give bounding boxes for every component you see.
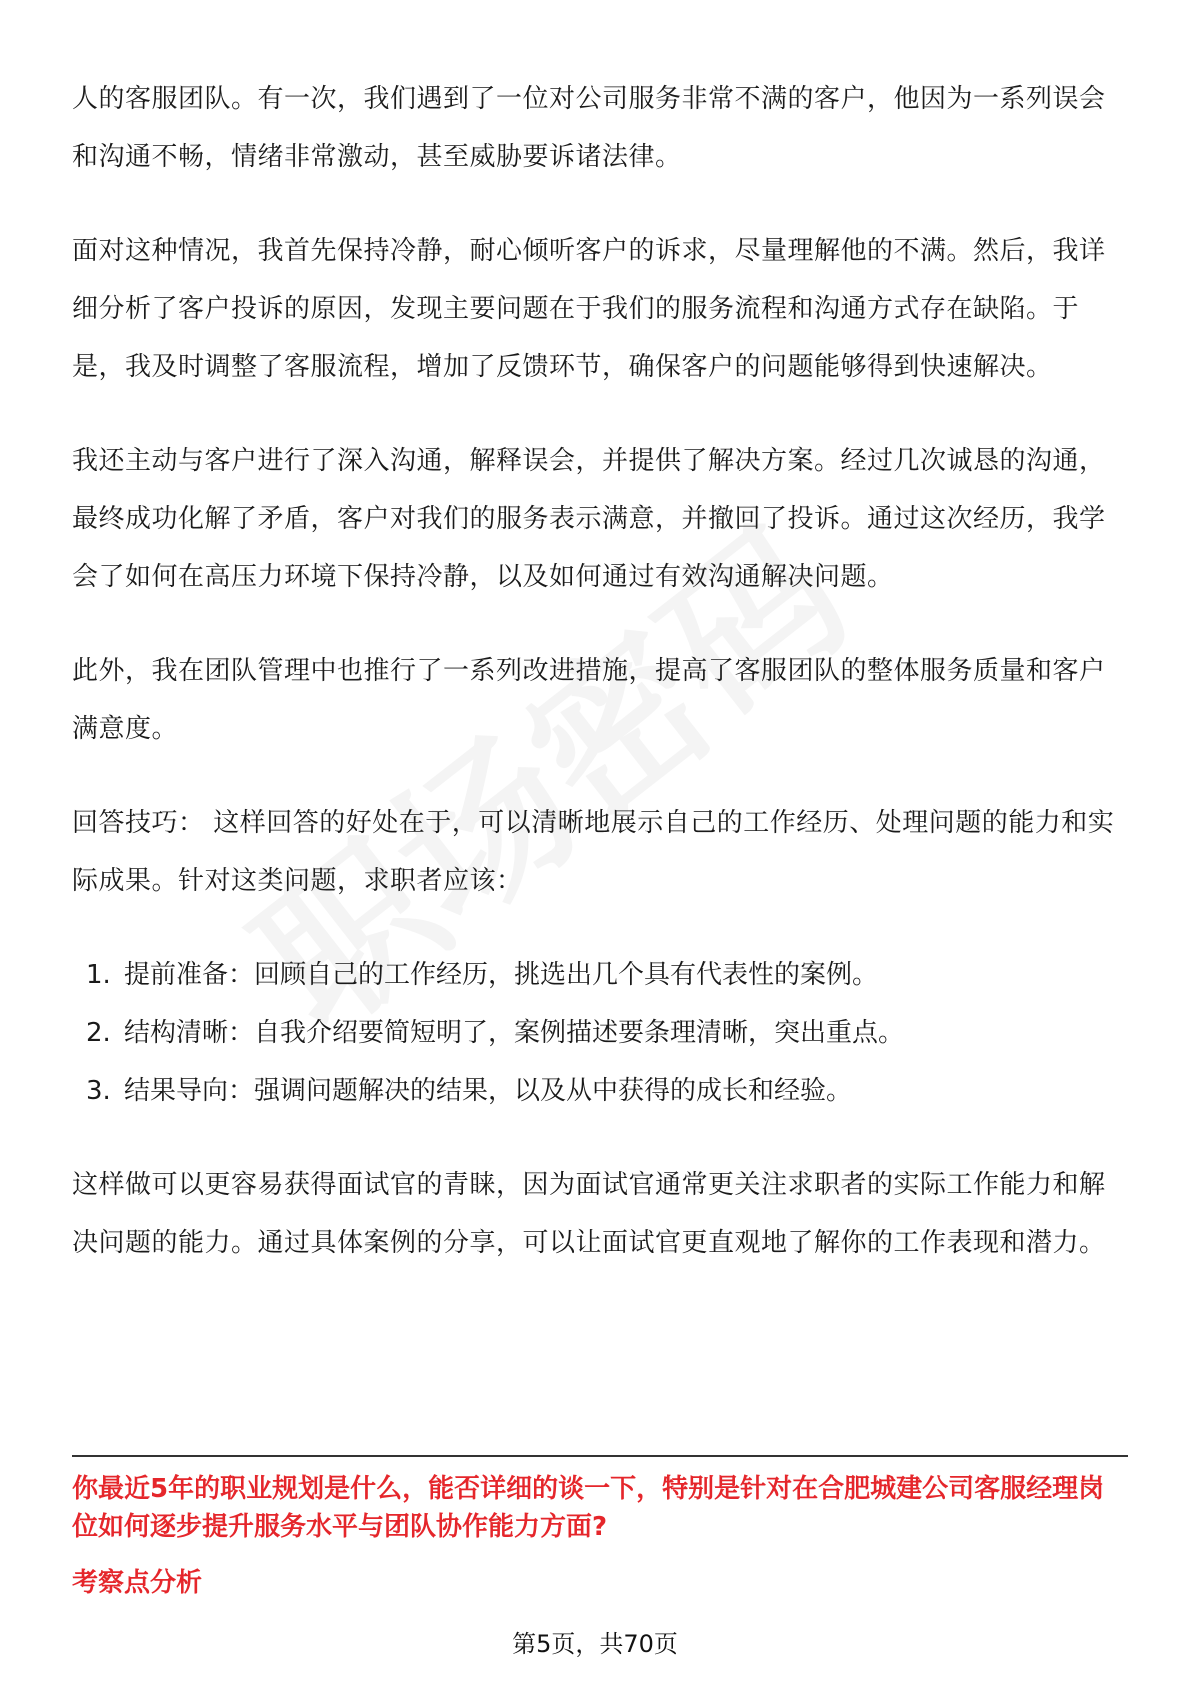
page-number: 第5页，共70页 (512, 1630, 678, 1658)
list-item-number: 2. (86, 1018, 111, 1048)
analysis-heading: 考察点分析 (72, 1568, 203, 1598)
list-item-text: 提前准备：回顾自己的工作经历，挑选出几个具有代表性的案例。 (124, 960, 879, 990)
paragraph-communication: 我还主动与客户进行了深入沟通，解释误会，并提供了解决方案。经过几次诚恳的沟通，最终成功化解了矛盾，客户对我们的服务表示满意，并撤回了投诉。通过这次经历，我学会了如何在高压力环境下保持冷静，以及如何通过有效沟通解决问题。 (72, 446, 1106, 592)
paragraph-handling: 面对这种情况，我首先保持冷静，耐心倾听客户的诉求，尽量理解他的不满。然后，我详细分析了客户投诉的原因，发现主要问题在于我们的服务流程和沟通方式存在缺陷。于是，我及时调整了客服流程，增加了反馈环节，确保客户的问题能够得到快速解决。 (72, 236, 1106, 382)
list-item (72, 946, 1128, 1004)
list-item-number: 3. (86, 1076, 111, 1106)
paragraph-improvements: 此外，我在团队管理中也推行了一系列改进措施，提高了客服团队的整体服务质量和客户满意度。 (72, 656, 1106, 744)
paragraph-answer-tips: 回答技巧： 这样回答的好处在于，可以清晰地展示自己的工作经历、处理问题的能力和实际成果。针对这类问题，求职者应该： (72, 808, 1115, 896)
list-item-number: 1. (86, 960, 111, 990)
list-item (72, 1062, 1128, 1120)
paragraph-closing: 这样做可以更容易获得面试官的青睐，因为面试官通常更关注求职者的实际工作能力和解决问题的能力。通过具体案例的分享，可以让面试官更直观地了解你的工作表现和潜力。 (72, 1170, 1106, 1258)
list-item-text: 结果导向：强调问题解决的结果，以及从中获得的成长和经验。 (124, 1076, 853, 1106)
tips-list (72, 946, 1128, 1120)
question-heading: 你最近5年的职业规划是什么，能否详细的谈一下，特别是针对在合肥城建公司客服经理岗位如何逐步提升服务水平与团队协作能力方面? (72, 1474, 1105, 1542)
list-item (72, 1004, 1128, 1062)
document-body (72, 70, 1128, 1308)
section-divider (72, 1455, 1128, 1457)
paragraph-case-intro: 人的客服团队。有一次，我们遇到了一位对公司服务非常不满的客户，他因为一系列误会和沟通不畅，情绪非常激动，甚至威胁要诉诸法律。 (72, 84, 1106, 172)
list-item-text: 结构清晰：自我介绍要简短明了，案例描述要条理清晰，突出重点。 (124, 1018, 905, 1048)
